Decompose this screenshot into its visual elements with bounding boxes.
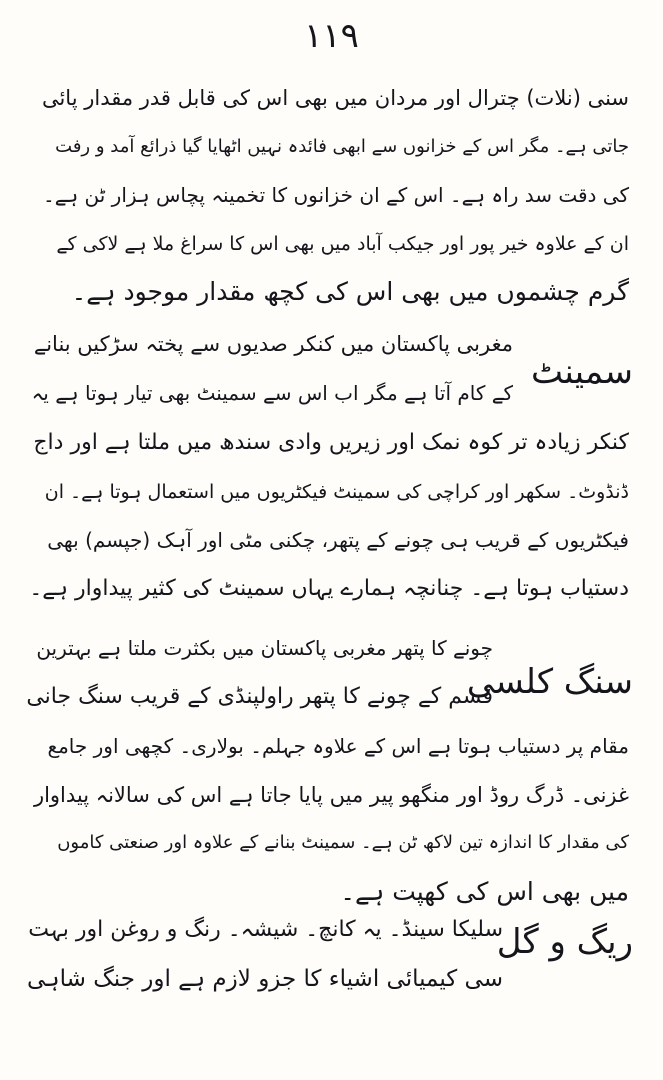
section-heading-cement: سمینٹ	[530, 352, 633, 392]
text-line: فیکٹریوں کے قریب ہی چونے کے پتھر، چکنی مٹی اور آہک (جپسم) بھی	[47, 528, 629, 553]
paragraph-limestone-side	[23, 624, 493, 721]
text-line: سی کیمیائی اشیاء کا جزو لازم ہے اور جنگ شاہی	[26, 965, 503, 992]
text-line: جاتی ہے۔ مگر اس کے خزانوں سے ابھی فائدہ نہیں اٹھایا گیا ذرائع آمد و رفت	[55, 135, 629, 157]
text-line: کنکر زیادہ تر کوہ نمک اور زیریں وادی سندھ میں ملتا ہے اور داج	[33, 430, 629, 455]
text-line: سلیکا سینڈ۔ یہ کانچ۔ شیشہ۔ رنگ و روغن اور بہت	[28, 917, 503, 942]
text-line: مقام پر دستیاب ہوتا ہے اس کے علاوہ جہلم۔ بولاری۔ کچھی اور جامع	[47, 734, 629, 758]
section-heading-sand: ریگ و گل	[496, 922, 633, 962]
text-line: کی دقت سد راہ ہے۔ اس کے ان خزانوں کا تخمینہ پچاس ہزار ٹن ہے۔	[43, 183, 629, 208]
text-line: کی مقدار کا اندازہ تین لاکھ ٹن ہے۔ سمینٹ بنانے کے علاوہ اور صنعتی کاموں	[57, 832, 629, 854]
text-line: غزنی۔ ڈرگ روڈ اور منگھو پیر میں پایا جاتا ہے اس کی سالانہ پیداوار	[33, 782, 629, 807]
paragraph-cement-side	[13, 320, 513, 417]
text-line: ڈنڈوٹ۔ سکھر اور کراچی کی سمینٹ فیکٹریوں میں استعمال ہوتا ہے۔ ان	[44, 480, 629, 503]
page-number: ۱۱۹	[304, 16, 359, 56]
text-line: گرم چشموں میں بھی اس کی کچھ مقدار موجود ہے۔	[71, 277, 629, 307]
text-line: مغربی پاکستان میں کنکر صدیوں سے پختہ سڑکیں بنانے	[33, 332, 513, 356]
paragraph-cement	[29, 419, 629, 613]
section-heading-limestone: سنگ کلسی	[466, 662, 633, 702]
text-line: دستیاب ہوتا ہے۔ چنانچہ ہمارے یہاں سمینٹ کی کثیر پیداوار ہے۔	[29, 575, 629, 601]
paragraph-sand-side	[23, 906, 503, 1003]
text-line: قسم کے چونے کا پتھر راولپنڈی کے قریب سنگ جانی	[26, 683, 493, 709]
text-line: چونے کا پتھر مغربی پاکستان میں بکثرت ملتا ہے بہترین	[36, 636, 493, 660]
text-line: سنی (نلات) چترال اور مردان میں بھی اس کی قابل قدر مقدار پائی	[41, 86, 629, 110]
text-line: میں بھی اس کی کھپت ہے۔	[340, 876, 629, 906]
text-line: ان کے علاوہ خیر پور اور جیکب آباد میں بھی اس کا سراغ ملا ہے لاکی کے	[56, 232, 629, 255]
paragraph-limestone	[29, 722, 629, 916]
paragraph-intro	[29, 74, 629, 317]
text-line: کے کام آتا ہے مگر اب اس سے سمینٹ بھی تیار ہوتا ہے یہ	[31, 380, 513, 405]
